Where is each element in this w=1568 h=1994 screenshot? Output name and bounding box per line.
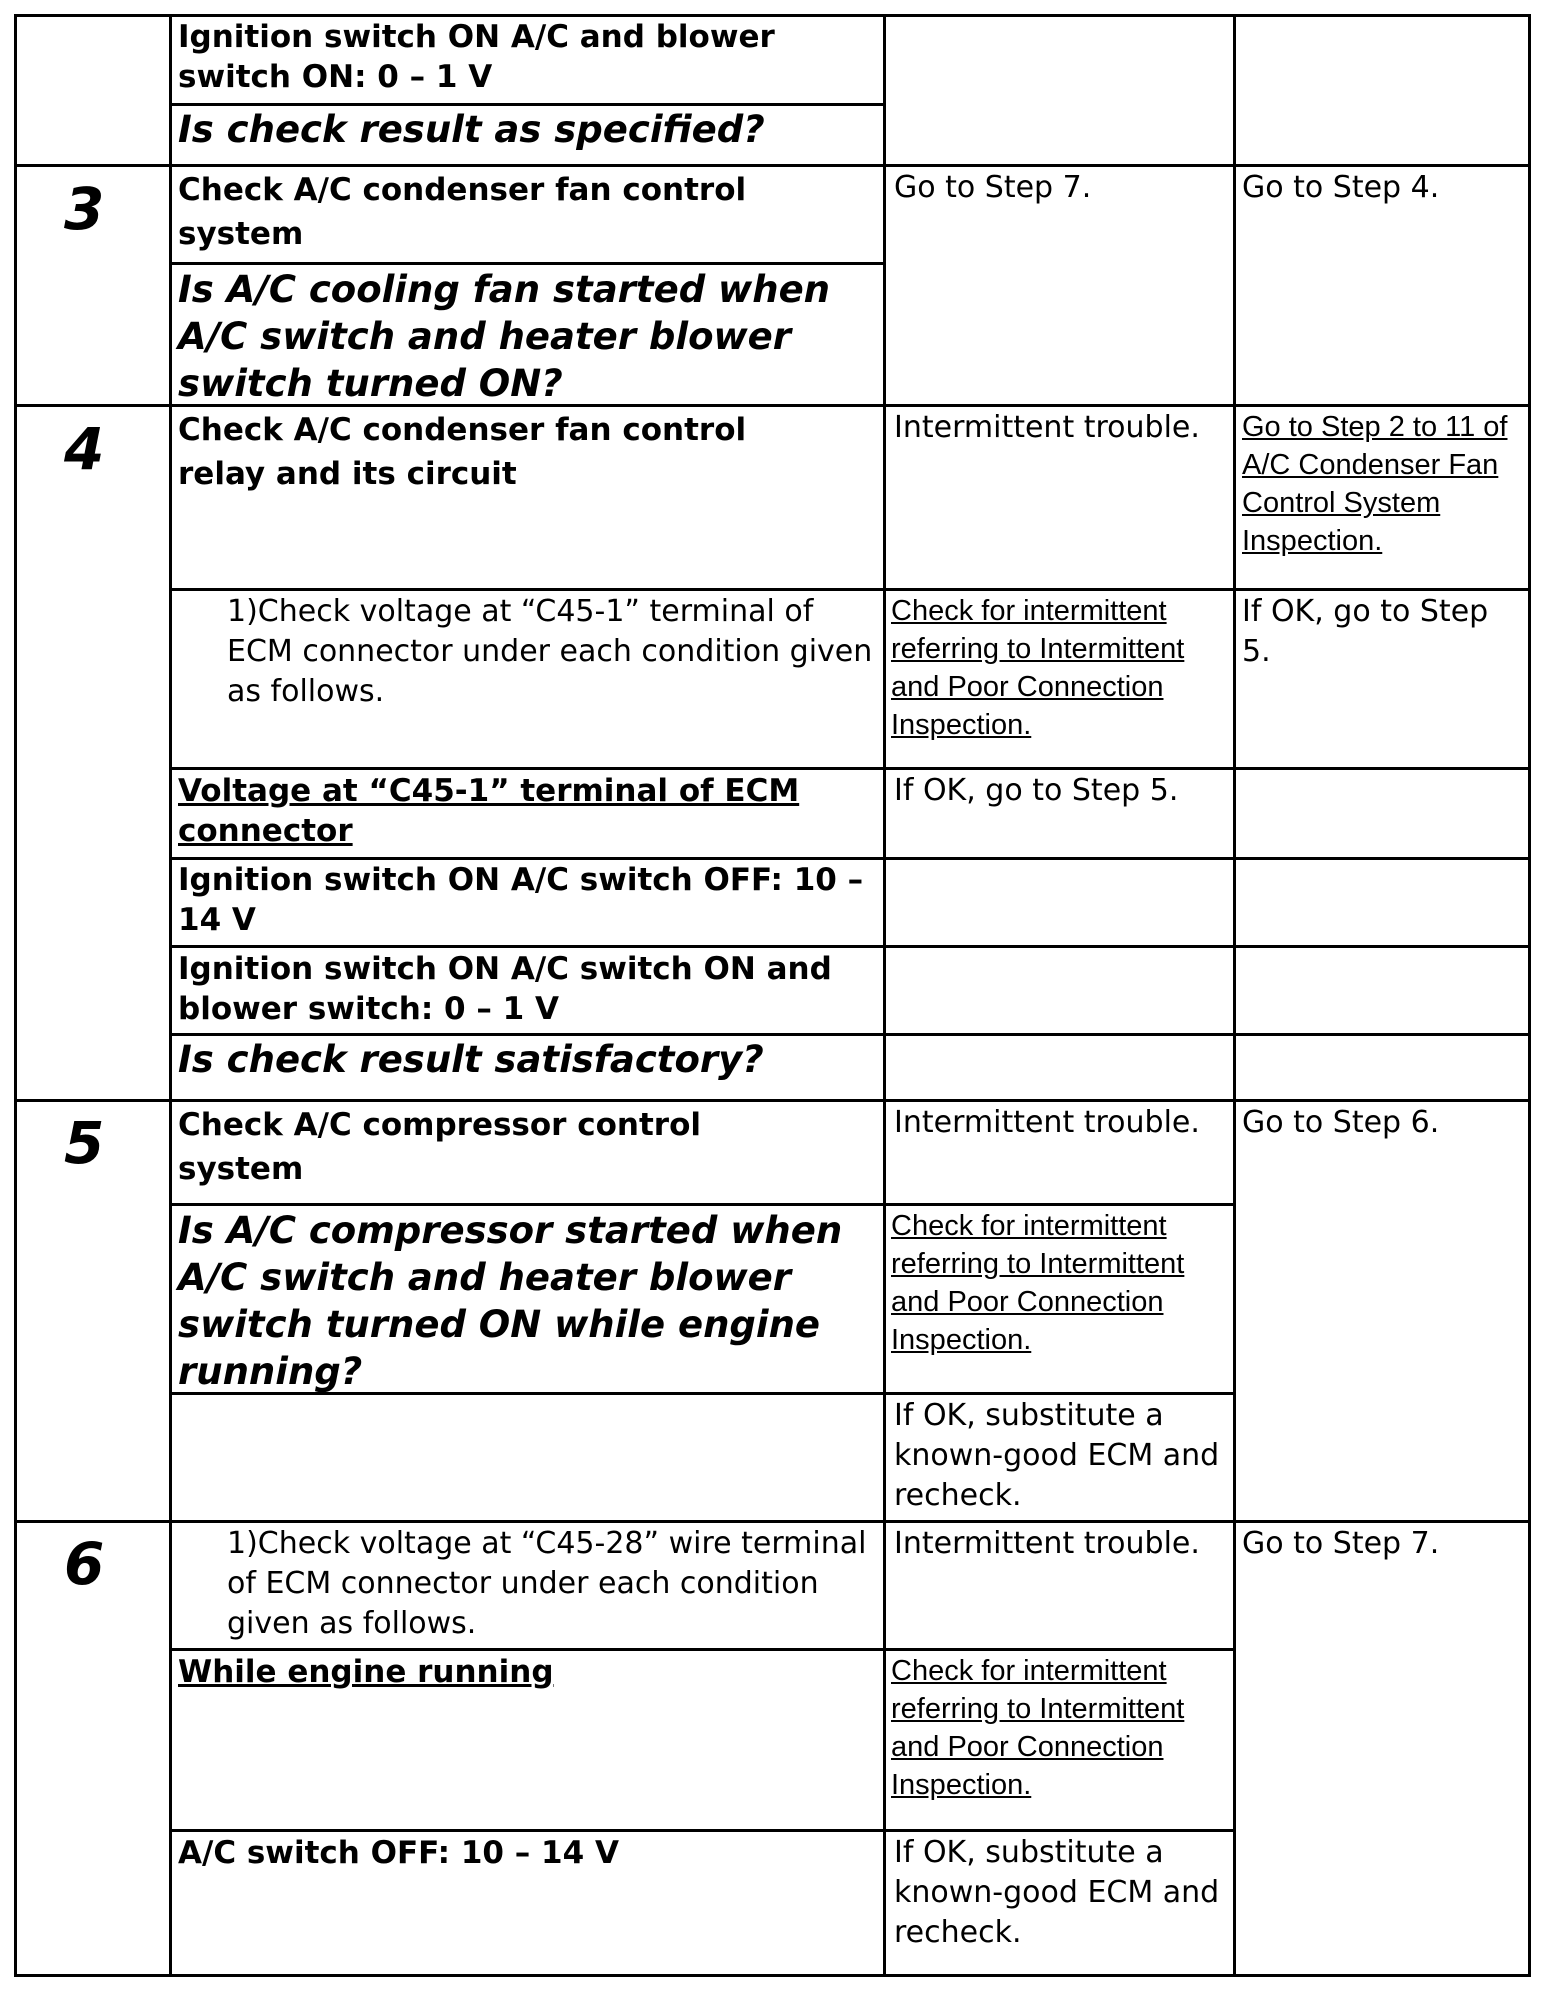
- step-title: Check A/C condenser fan control relay and its circuit: [178, 412, 747, 492]
- yes-action: Go to Step 7.: [894, 170, 1092, 205]
- no-action: Go to Step 4.: [1242, 170, 1440, 205]
- table-border: [14, 1974, 1531, 1977]
- cell-divider: [169, 262, 886, 265]
- cell-divider: [169, 1648, 1236, 1651]
- yes-action: Intermittent trouble.: [894, 410, 1200, 445]
- row-divider: [14, 1520, 1531, 1523]
- inspection-link[interactable]: Go to Step 2 to 11 of A/C Condenser Fan Control System Inspection.: [1242, 411, 1508, 557]
- cell-divider: [169, 945, 1531, 948]
- yes-action: If OK, go to Step 5.: [894, 773, 1179, 808]
- column-divider: [1233, 14, 1236, 1977]
- step-number: 6: [64, 1530, 105, 1598]
- intermittent-link[interactable]: Check for intermittent referring to Intermittent and Poor Connection Inspection.: [891, 1655, 1185, 1801]
- condition-text: Ignition switch ON A/C switch ON and blower switch: 0 – 1 V: [178, 951, 832, 1027]
- column-divider: [169, 14, 172, 1977]
- step-question: Is check result as specified?: [178, 108, 765, 151]
- column-divider: [883, 14, 886, 1977]
- cell-divider: [169, 588, 1531, 591]
- step-title: Check A/C condenser fan control system: [178, 172, 747, 252]
- step-title: Check A/C compressor control system: [178, 1107, 702, 1187]
- condition-text: A/C switch OFF: 10 – 14 V: [178, 1835, 619, 1871]
- step-question: Is check result satisfactory?: [178, 1038, 764, 1081]
- yes-action: If OK, substitute a known-good ECM and recheck.: [894, 1835, 1220, 1950]
- cell-divider: [169, 1203, 1236, 1206]
- step-number: 5: [64, 1109, 105, 1177]
- instruction-text: 1)Check voltage at “C45-1” terminal of ECM connector under each condition given as follows.: [227, 594, 873, 709]
- row-divider: [14, 1099, 1531, 1102]
- table-border: [14, 14, 17, 1977]
- yes-action: Intermittent trouble.: [894, 1105, 1200, 1140]
- condition-text: Ignition switch ON A/C and blower switch ON: 0 – 1 V: [178, 19, 775, 95]
- cell-divider: [169, 1829, 1236, 1832]
- no-action: Go to Step 6.: [1242, 1105, 1440, 1140]
- spec-header: Voltage at “C45-1” terminal of ECM connector: [178, 773, 800, 849]
- yes-action: Intermittent trouble.: [894, 1526, 1200, 1561]
- instruction-text: 1)Check voltage at “C45-28” wire terminal of ECM connector under each condition given as follows.: [227, 1526, 867, 1641]
- condition-text: Ignition switch ON A/C switch OFF: 10 – 14 V: [178, 862, 864, 938]
- spec-header: While engine running: [178, 1654, 554, 1690]
- intermittent-link[interactable]: Check for intermittent referring to Intermittent and Poor Connection Inspection.: [891, 595, 1185, 741]
- step-number: 4: [64, 415, 105, 483]
- intermittent-link[interactable]: Check for intermittent referring to Intermittent and Poor Connection Inspection.: [891, 1210, 1185, 1356]
- table-border: [1528, 14, 1531, 1977]
- step-number: 3: [64, 175, 105, 243]
- cell-divider: [169, 767, 1531, 770]
- step-question: Is A/C compressor started when A/C switch and heater blower switch turned ON while engine running?: [178, 1209, 843, 1393]
- no-action: If OK, go to Step 5.: [1242, 594, 1489, 669]
- row-divider: [14, 164, 1531, 167]
- no-action: Go to Step 7.: [1242, 1526, 1440, 1561]
- step-question: Is A/C cooling fan started when A/C switch and heater blower switch turned ON?: [178, 268, 831, 405]
- yes-action: If OK, substitute a known-good ECM and recheck.: [894, 1398, 1220, 1513]
